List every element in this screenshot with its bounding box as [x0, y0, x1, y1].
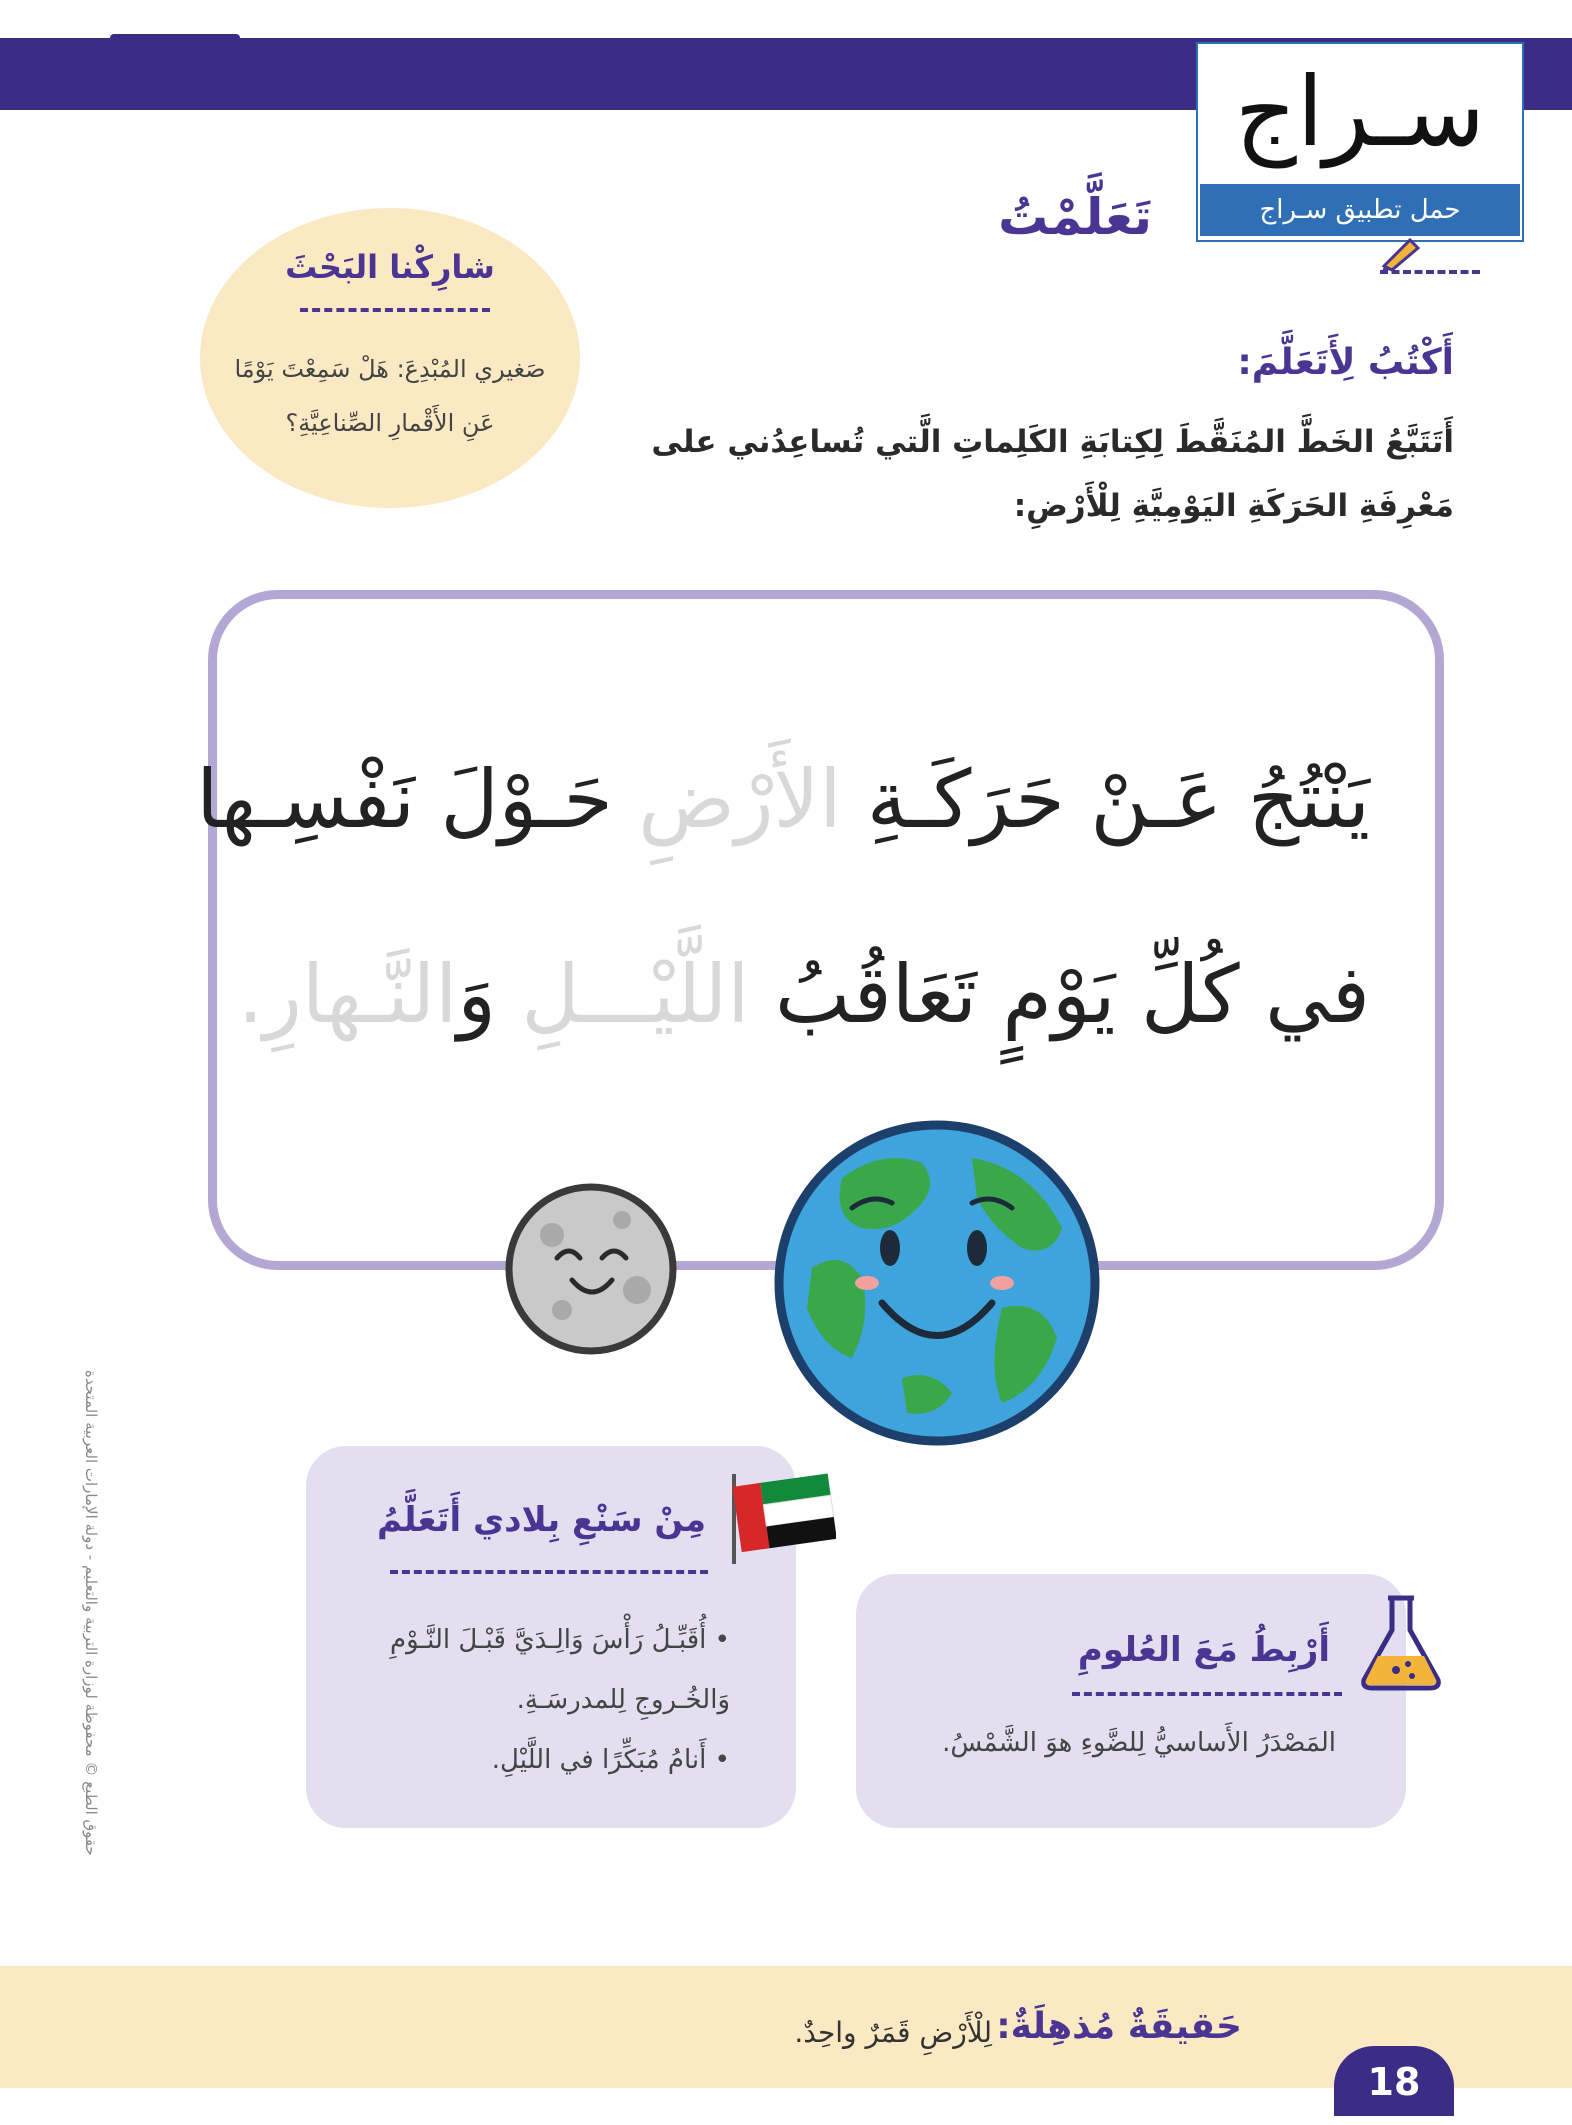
- science-underline: [1072, 1692, 1342, 1696]
- logo-tagline[interactable]: حمل تطبيق سـراج: [1200, 184, 1520, 236]
- logo-name: سـراج: [1234, 56, 1486, 168]
- flask-icon: [1356, 1592, 1446, 1692]
- homeland-list: [350, 1610, 730, 1790]
- homeland-underline: [390, 1570, 708, 1574]
- share-research-title: شارِكْنا البَحْثَ: [285, 248, 495, 286]
- science-title: أَرْبِطُ مَعَ العُلومِ: [1077, 1630, 1330, 1670]
- copyright-notice: حقوق الطبع © محفوظة لوزارة التربية والتعليم - دولة الإمارات العربية المتحدة: [82, 1370, 100, 1856]
- pencil-icon: [1380, 236, 1424, 272]
- section-title: تَعَلَّمْتُ: [998, 188, 1152, 246]
- list-item: • أَنامُ مُبَكِّرًا في اللَّيْلِ.: [491, 1745, 730, 1775]
- share-research-underline: [300, 308, 490, 312]
- science-text: المَصْدَرُ الأَساسيُّ لِلضَّوءِ هوَ الشَّمْسُ.: [942, 1728, 1336, 1758]
- list-item: وَالخُـروجِ لِلمدرسَـةِ.: [516, 1685, 730, 1715]
- uae-flag-icon: [728, 1468, 836, 1568]
- write-to-learn-heading: أَكْتُبُ لِأَتَعَلَّمَ:: [1237, 342, 1454, 383]
- tracing-text: في كُلِّ يَوْمٍ تَعَاقُبُ: [774, 948, 1370, 1041]
- list-item: • أُقَبِّـلُ رَأْسَ وَالِـدَيَّ قَبْـلَ النَّـوْمِ: [389, 1625, 730, 1655]
- fact-text: لِلْأَرْضِ قَمَرٌ واحِدٌ.: [794, 2016, 992, 2049]
- tracing-dotted-word[interactable]: اللَّيْـــلِ: [521, 948, 750, 1041]
- tracing-dotted-word[interactable]: الأَرْضِ: [638, 753, 842, 846]
- earth-icon: [772, 1118, 1102, 1448]
- tracing-text: يَنْتُجُ عَـنْ حَرَكَـةِ: [866, 753, 1370, 846]
- fact-label: حَقيقَةٌ مُذهِلَةٌ:: [996, 2006, 1242, 2047]
- top-banner-tab: [110, 34, 240, 44]
- tracing-line-1: [196, 745, 1370, 855]
- tracing-dotted-word[interactable]: النَّـهارِ.: [237, 948, 458, 1041]
- homeland-title: مِنْ سَنْعِ بِلادي أَتَعَلَّمُ: [376, 1500, 706, 1540]
- moon-icon: [502, 1180, 680, 1358]
- write-to-learn-instructions: أَتَتَبَّعُ الخَطَّ المُنَقَّطَ لِكِتابَةِ الكَلِماتِ الَّتي تُساعِدُني على مَعْرِفَةِ الحَرَكَةِ اليَوْمِيَّةِ لِلْأَرْضِ:: [651, 424, 1454, 524]
- tracing-text: حَـوْلَ نَفْسِـها: [196, 753, 613, 846]
- science-card: [856, 1574, 1406, 1828]
- tracing-text: وَ: [457, 948, 496, 1041]
- share-research-text: صَغيري المُبْدِعَ: هَلْ سَمِعْتَ يَوْمًا عَنِ الأَقْمارِ الصِّناعِيَّةِ؟: [234, 355, 546, 437]
- title-underline: [1380, 270, 1480, 274]
- page-number: 18: [1334, 2046, 1454, 2116]
- tracing-line-2: [237, 940, 1370, 1050]
